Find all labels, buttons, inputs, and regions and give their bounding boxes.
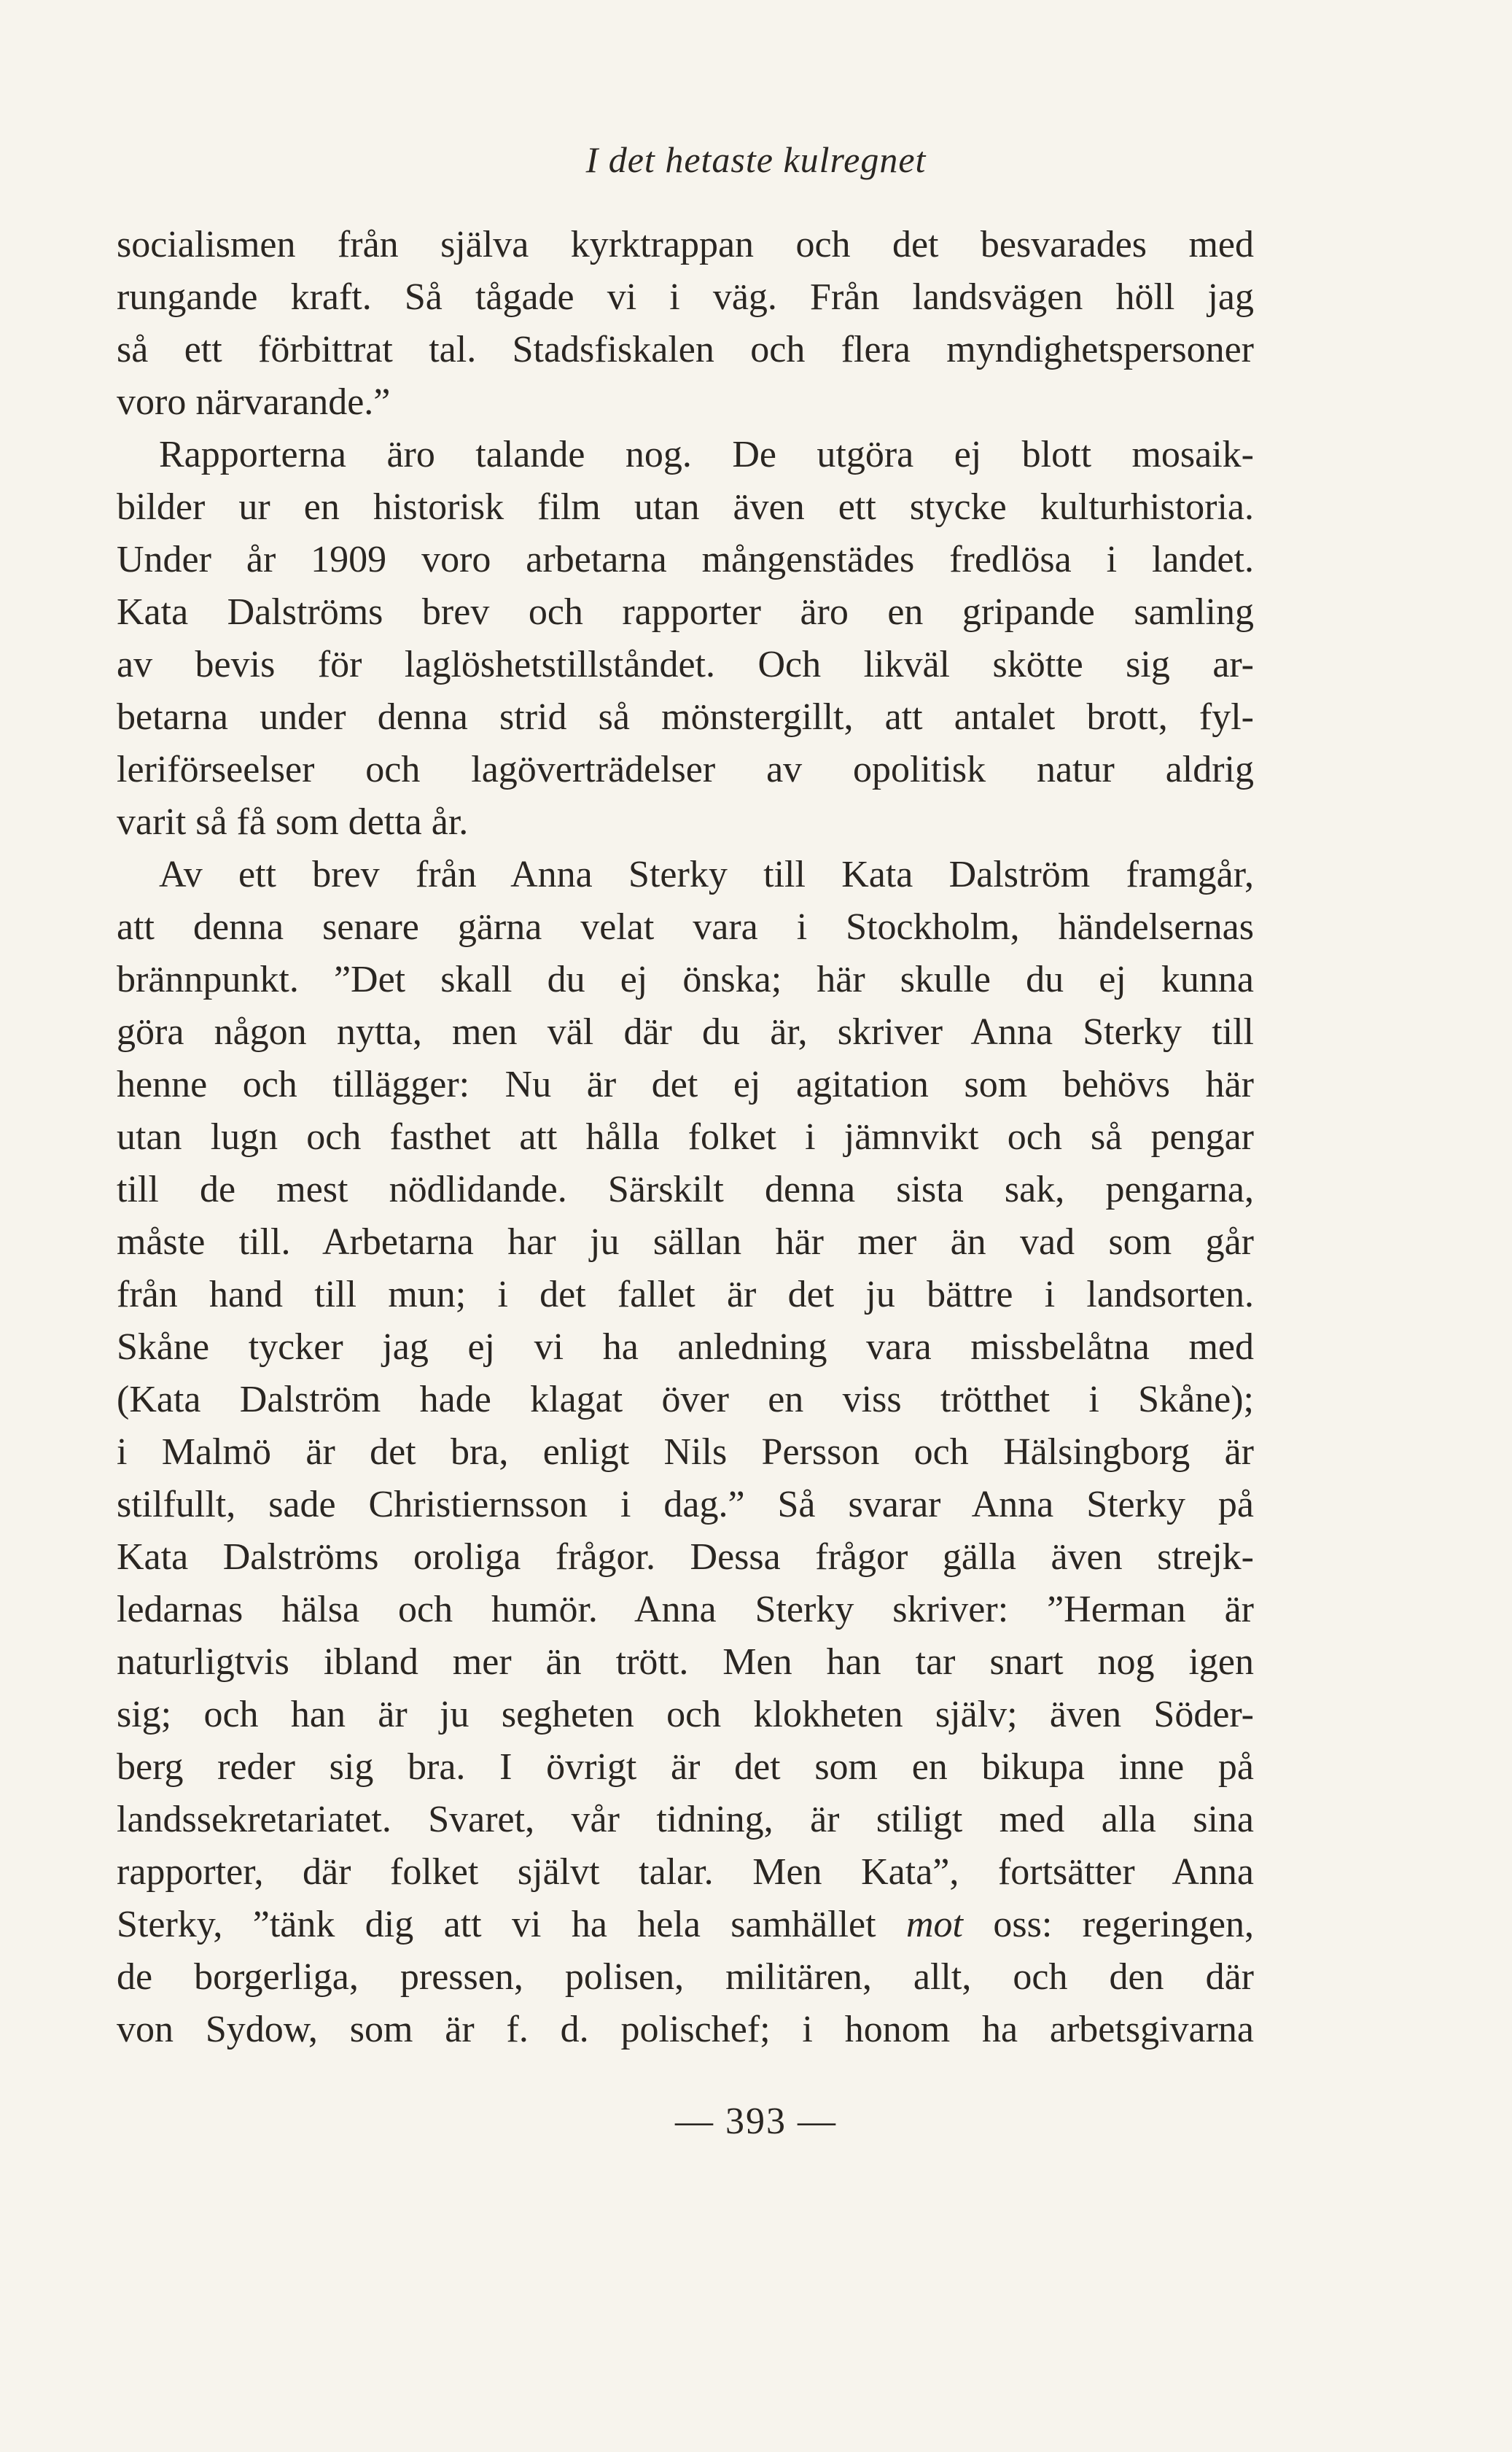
text-line: måste till. Arbetarna har ju sällan här mer än vad som går bbox=[117, 1221, 1254, 1263]
text-line: i Malmö är det bra, enligt Nils Persson och Hälsingborg är bbox=[117, 1431, 1254, 1473]
text-line: ledarnas hälsa och humör. Anna Sterky skriver: ”Herman är bbox=[117, 1589, 1254, 1630]
text-line: socialismen från själva kyrktrappan och det besvarades med bbox=[117, 224, 1254, 265]
text-line: de borgerliga, pressen, polisen, militären, allt, och den där bbox=[117, 1956, 1254, 1998]
text-line: Kata Dalströms brev och rapporter äro en gripande samling bbox=[117, 591, 1254, 633]
text-line: till de mest nödlidande. Särskilt denna sista sak, pengarna, bbox=[117, 1169, 1254, 1210]
text-line: berg reder sig bra. I övrigt är det som en bikupa inne på bbox=[117, 1746, 1254, 1788]
text-line: så ett förbittrat tal. Stadsfiskalen och flera myndighetspersoner bbox=[117, 329, 1254, 370]
text-line: Kata Dalströms oroliga frågor. Dessa frågor gälla även strejk- bbox=[117, 1536, 1254, 1578]
text-line: rapporter, där folket självt talar. Men Kata”, fortsätter Anna bbox=[117, 1851, 1254, 1893]
running-head: I det hetaste kulregnet bbox=[585, 139, 927, 180]
text-line: brännpunkt. ”Det skall du ej önska; här skulle du ej kunna bbox=[117, 959, 1254, 1000]
text-line: från hand till mun; i det fallet är det ju bättre i landsorten. bbox=[117, 1274, 1254, 1315]
text-line: varit så få som detta år. bbox=[117, 801, 469, 843]
text-line: utan lugn och fasthet att hålla folket i jämnvikt och så pengar bbox=[117, 1116, 1254, 1158]
text-line: landssekretariatet. Svaret, vår tidning, är stiligt med alla sina bbox=[117, 1799, 1254, 1840]
text-line-with-italic: Sterky, ”tänk dig att vi ha hela samhället mot oss: regeringen, bbox=[117, 1904, 1254, 1945]
text-line: naturligtvis ibland mer än trött. Men han tar snart nog igen bbox=[117, 1641, 1254, 1683]
paragraph-start-line: Rapporterna äro talande nog. De utgöra ej blott mosaik- bbox=[159, 434, 1254, 475]
page-number: — 393 — bbox=[675, 2101, 837, 2142]
text-line: henne och tillägger: Nu är det ej agitation som behövs här bbox=[117, 1064, 1254, 1105]
text-line: stilfullt, sade Christiernsson i dag.” Så svarar Anna Sterky på bbox=[117, 1484, 1254, 1525]
text-line: av bevis för laglöshetstillståndet. Och likväl skötte sig ar- bbox=[117, 644, 1254, 685]
text-line: göra någon nytta, men väl där du är, skriver Anna Sterky till bbox=[117, 1011, 1254, 1053]
text-line: von Sydow, som är f. d. polischef; i honom ha arbetsgivarna bbox=[117, 2009, 1254, 2050]
text-line: sig; och han är ju segheten och klokheten själv; även Söder- bbox=[117, 1694, 1254, 1735]
text-line: Under år 1909 voro arbetarna mångenstädes fredlösa i landet. bbox=[117, 539, 1254, 580]
text-line: bilder ur en historisk film utan även ett stycke kulturhistoria. bbox=[117, 486, 1254, 528]
text-line: Skåne tycker jag ej vi ha anledning vara missbelåtna med bbox=[117, 1326, 1254, 1368]
text-line: voro närvarande.” bbox=[117, 381, 391, 423]
body-text bbox=[117, 219, 1254, 2056]
text-line: (Kata Dalström hade klagat över en viss trötthet i Skåne); bbox=[117, 1379, 1254, 1420]
text-line: leriförseelser och lagöverträdelser av opolitisk natur aldrig bbox=[117, 749, 1254, 790]
italic-word: mot bbox=[905, 1904, 963, 1945]
text-line: att denna senare gärna velat vara i Stockholm, händelsernas bbox=[117, 906, 1254, 948]
paragraph-start-line: Av ett brev från Anna Sterky till Kata Dalström framgår, bbox=[159, 854, 1254, 895]
text-line: rungande kraft. Så tågade vi i väg. Från landsvägen höll jag bbox=[117, 276, 1254, 318]
text-line: betarna under denna strid så mönstergillt, att antalet brott, fyl- bbox=[117, 696, 1254, 738]
